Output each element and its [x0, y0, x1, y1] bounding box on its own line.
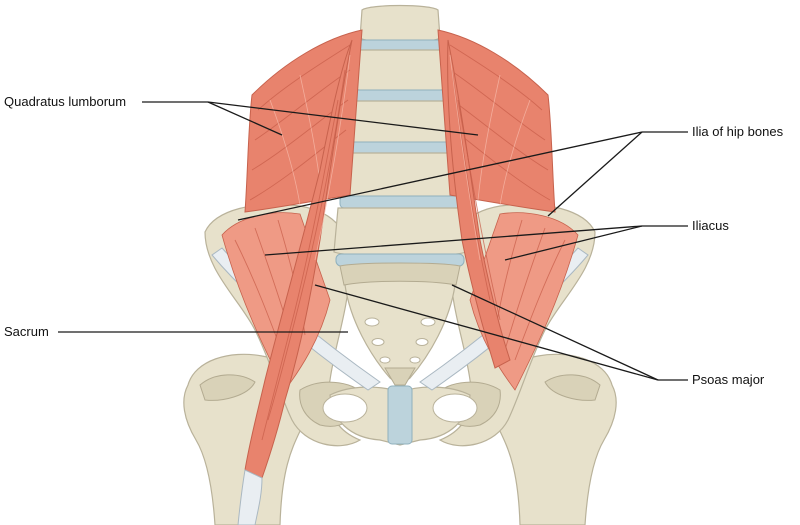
quadratus-lumborum-left: [245, 30, 362, 212]
label-sacrum: Sacrum: [4, 324, 49, 339]
label-ilia-of-hip-bones: Ilia of hip bones: [692, 124, 784, 139]
label-psoas-major: Psoas major: [692, 372, 765, 387]
label-quadratus-lumborum: Quadratus lumborum: [4, 94, 127, 109]
label-iliacus: Iliacus: [692, 218, 729, 233]
